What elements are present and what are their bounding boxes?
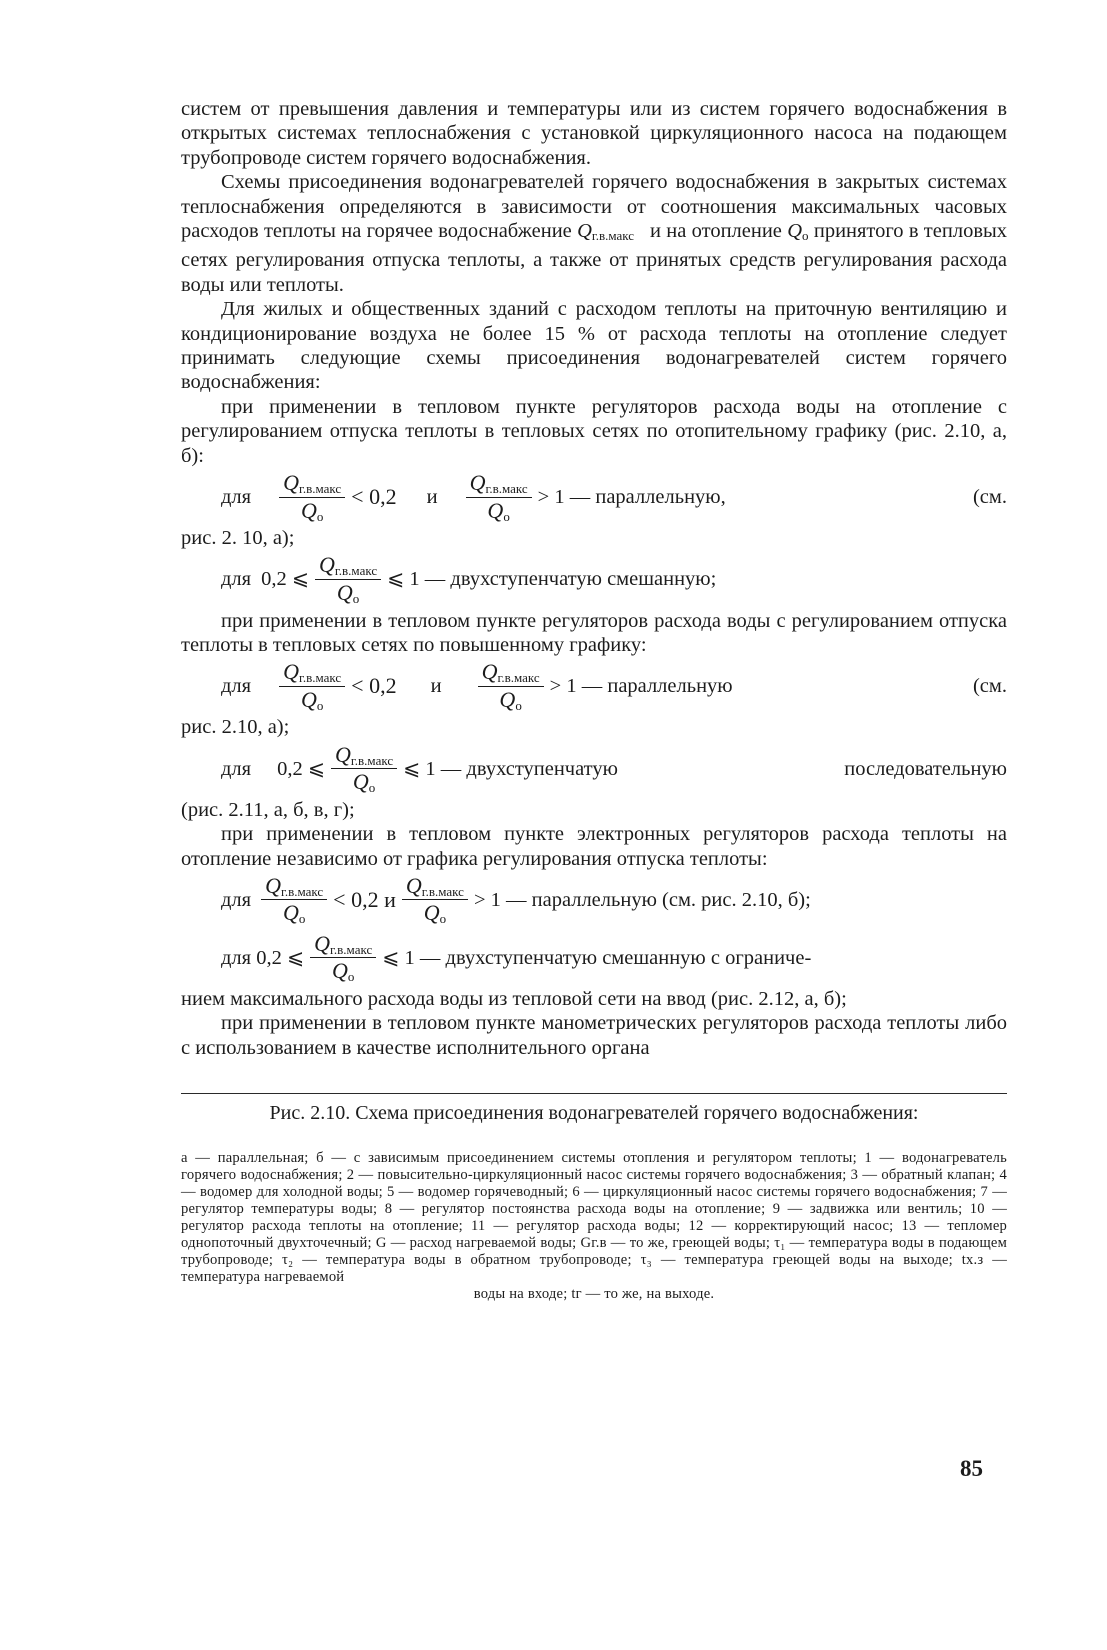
paragraph-5: при применении в тепловом пункте регуляторов расхода воды с регулированием отпуска теплоты в тепловых сетях по повышенному графику: xyxy=(181,609,1007,656)
fraction-gv-over-o: $\frac{Q_{г.в.макс}}{Q_о}$ xyxy=(279,660,345,712)
paragraph-1: систем от превышения давления и температуры или из систем горячего водоснабжения в открытых системах теплоснабжения с установкой циркуляционного насоса на подающем трубопроводе систем горячего водоснабжения. xyxy=(181,98,1007,169)
fraction-gv-over-o: $\frac{Q_{г.в.макс}}{Q_о}$ xyxy=(261,874,327,926)
formula-2: для 0,2 ⩽ $\frac{Q_{г.в.макс}}{Q_о}$ ⩽ 1 — двухступенчатую смешанную; xyxy=(221,552,717,606)
paragraph-2 xyxy=(181,170,1007,297)
paragraph-2-part-c: принятого в тепловых сетях регулирования отпуска теплоты, а также от принятых средств регулирования расхода воды или теплоты. xyxy=(181,220,1008,296)
fraction-gv-over-o: $\frac{Q_{г.в.макс}}{Q_о}$ xyxy=(478,660,544,712)
paragraph-2-part-a: Схемы присоединения водонагревателей горячего водоснабжения в закрытых системах теплоснабжения определяются в зависимости от соотношения максимальных часовых расходов теплоты на горячее водоснабжение xyxy=(181,171,1007,243)
figure-caption-legend xyxy=(181,1150,1007,1303)
formula-6-continuation: нием максимального расхода воды из тепловой сети на ввод (рис. 2.12, а, б); xyxy=(181,987,847,1010)
q-o-symbol: $Q_о$ xyxy=(787,220,809,244)
fraction-gv-over-o: $\frac{Q_{г.в.макс}}{Q_о}$ xyxy=(315,553,381,605)
formula-4-continuation: (рис. 2.11, а, б, в, г); xyxy=(181,798,355,821)
body-text xyxy=(181,97,1007,1060)
paragraph-4: при применении в тепловом пункте регуляторов расхода воды на отопление с регулированием отпуска теплоты в тепловых сетях по отопительному графику (рис. 2.10, а, б): xyxy=(181,395,1007,467)
fraction-gv-over-o: $\frac{Q_{г.в.макс}}{Q_о}$ xyxy=(279,471,345,523)
paragraph-2-part-b: и на отопление xyxy=(650,220,782,243)
paragraph-7: при применении в тепловом пункте манометрических регуляторов расхода теплоты либо с использованием в качестве исполнительного органа xyxy=(181,1012,1007,1059)
q-gv-symbol: $Q_{г.в.макс}$ xyxy=(577,220,635,244)
paragraph-6: при применении в тепловом пункте электронных регуляторов расхода теплоты на отопление независимо от графика регулирования отпуска теплоты: xyxy=(181,823,1007,870)
fraction-gv-over-o: $\frac{Q_{г.в.макс}}{Q_о}$ xyxy=(466,471,532,523)
fraction-gv-over-o: $\frac{Q_{г.в.макс}}{Q_о}$ xyxy=(310,932,376,984)
formula-4: для 0,2 ⩽ $\frac{Q_{г.в.макс}}{Q_о}$ ⩽ 1 — двухступенчатую последовательную xyxy=(221,741,1007,796)
paragraph-3: Для жилых и общественных зданий с расходом теплоты на приточную вентиляцию и кондиционирование воздуха не более 15 % от расхода теплоты на отопление следует принимать следующие схемы присоединения водонагревателей систем горячего водоснабжения: xyxy=(181,298,1007,394)
formula-6: для 0,2 ⩽ $\frac{Q_{г.в.макс}}{Q_о}$ ⩽ 1 — двухступенчатую смешанную с ограниче- xyxy=(221,930,812,985)
formula-5: для $\frac{Q_{г.в.макс}}{Q_о}$ < 0,2 и $\frac{Q_{г.в.макс}}{Q_о}$ > 1 — параллельную (см. рис. 2.10, б); xyxy=(221,872,811,927)
formula-3-continuation: рис. 2.10, а); xyxy=(181,716,290,739)
page-number: 85 xyxy=(960,1456,983,1481)
fraction-gv-over-o: $\frac{Q_{г.в.макс}}{Q_о}$ xyxy=(331,743,397,795)
formula-1-continuation: рис. 2. 10, а); xyxy=(181,527,295,550)
figure-caption-title: Рис. 2.10. Схема присоединения водонагревателей горячего водоснабжения: xyxy=(269,1102,919,1124)
legend-text-end: воды на входе; tг — то же, на выходе. xyxy=(473,1286,715,1302)
legend-text: а — параллельная; б — с зависимым присоединением системы отопления и регулятором теплоты; 1 — водонагреватель горячего водоснабжения; 2 — повысительно-циркуляционный насос системы горячего водоснабжения; 3 — обратный клапан; 4 — водомер для холодной воды; 5 — водомер горячеводный; 6 — циркуляционный насос системы горячего водоснабжения; 7 — регулятор температуры воды; 8 — регулятор постоянства расхода воды на отопление; 9 — задвижка или вентиль; 10 — регулятор расхода теплоты на отопление; 11 — регулятор расхода воды; 12 — корректирующий насос; 13 — тепломер однопоточный двухточечный; G — расход нагреваемой воды; Gг.в — то же, греющей воды; τ₁ — температура воды в подающем трубопроводе; τ₂ — температура воды в обратном трубопроводе; τ₃ — температура греющей воды на выходе; tх.з — температура нагреваемой xyxy=(181,1150,1007,1285)
caption-divider xyxy=(181,1093,1007,1094)
formula-1: для $\frac{Q_{г.в.макс}}{Q_о}$ < 0,2 и $\frac{Q_{г.в.макс}}{Q_о}$ > 1 — параллельную, (см. xyxy=(221,469,1007,524)
formula-3: для $\frac{Q_{г.в.макс}}{Q_о}$ < 0,2 и $\frac{Q_{г.в.макс}}{Q_о}$ > 1 — параллельную (см. xyxy=(221,659,1007,713)
fraction-gv-over-o: $\frac{Q_{г.в.макс}}{Q_о}$ xyxy=(402,874,468,926)
